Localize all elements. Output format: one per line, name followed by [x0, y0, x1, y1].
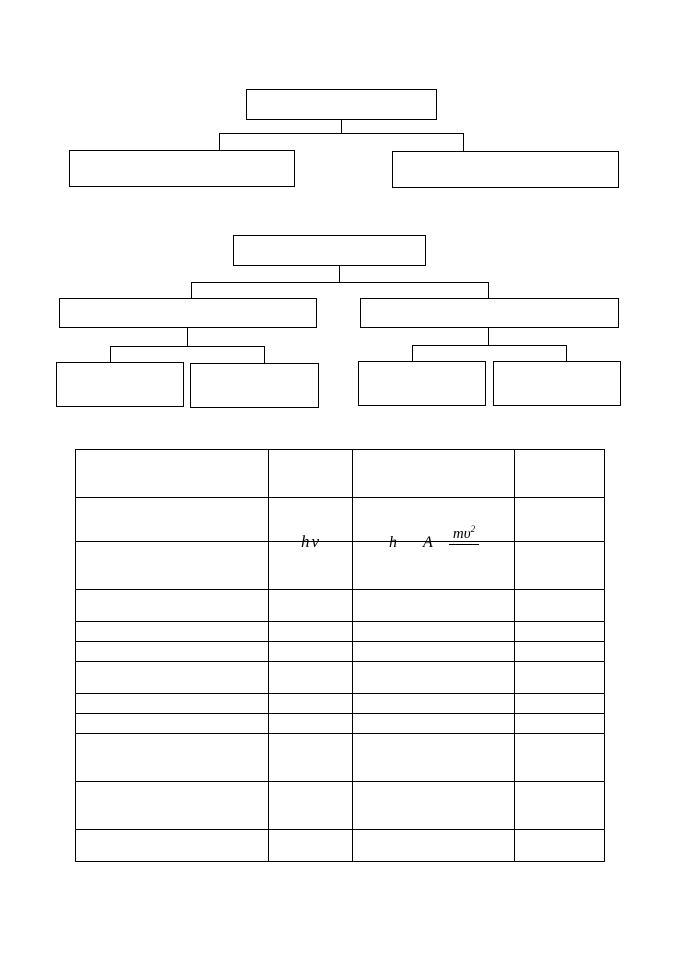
table-cell	[269, 622, 353, 642]
table-header-row	[76, 450, 605, 498]
table-cell	[76, 830, 269, 862]
diagram1-root-stem	[341, 120, 342, 134]
table-row	[76, 830, 605, 862]
table-row	[76, 694, 605, 714]
table-cell	[269, 450, 353, 498]
planck-symbol: h	[301, 531, 312, 551]
einstein-h-symbol: h	[389, 533, 397, 551]
diagram2-left-sub-stem-b	[264, 346, 265, 364]
table-row	[76, 734, 605, 782]
table-cell	[269, 642, 353, 662]
diagram2-left-sub-stem	[187, 328, 188, 347]
table-cell	[515, 450, 605, 498]
table-cell	[269, 782, 353, 830]
table-cell	[353, 590, 515, 622]
diagram1-right-box	[392, 151, 619, 188]
diagram2-right-stem	[488, 282, 489, 299]
table-cell	[269, 830, 353, 862]
table-cell	[76, 782, 269, 830]
table-cell	[353, 830, 515, 862]
diagram2-left-sub-line	[110, 346, 265, 347]
diagram2-root-box	[233, 235, 426, 266]
table-cell	[515, 782, 605, 830]
diagram2-right-sub-stem-a	[412, 345, 413, 362]
table-cell	[515, 590, 605, 622]
table-cell	[76, 662, 269, 694]
diagram2-leaf-box-4	[493, 361, 621, 406]
diagram1-branch-line	[219, 133, 464, 134]
table-cell	[515, 542, 605, 590]
table-row	[76, 782, 605, 830]
diagram2-left-mid-box	[59, 298, 317, 328]
table-cell	[269, 714, 353, 734]
diagram2-right-sub-stem	[488, 328, 489, 346]
diagram2-leaf-box-2	[190, 363, 319, 408]
table-cell	[269, 590, 353, 622]
table-cell	[515, 662, 605, 694]
table-cell	[76, 714, 269, 734]
table-cell	[269, 662, 353, 694]
table-cell	[353, 714, 515, 734]
diagram2-left-stem	[191, 282, 192, 299]
table-cell	[353, 450, 515, 498]
table-cell	[515, 498, 605, 542]
diagram1-left-box	[69, 150, 295, 187]
einstein-equation-cell	[353, 498, 515, 551]
table-cell	[353, 694, 515, 714]
mass-symbol: m	[452, 525, 464, 542]
table-row	[76, 662, 605, 694]
comparison-table	[75, 449, 605, 862]
velocity-symbol: υ	[463, 525, 471, 542]
table-cell	[515, 714, 605, 734]
diagram2-leaf-box-1	[56, 362, 184, 407]
table-cell	[515, 642, 605, 662]
table-row	[76, 542, 605, 590]
diagram2-right-mid-box	[360, 298, 619, 328]
diagram2-left-sub-stem-a	[110, 346, 111, 363]
table-cell	[76, 450, 269, 498]
diagram2-right-sub-line	[412, 345, 567, 346]
photon-energy-cell	[269, 498, 353, 551]
table-cell	[269, 694, 353, 714]
diagram2-leaf-box-3	[358, 361, 486, 406]
table-cell	[515, 830, 605, 862]
photon-energy-expression	[301, 532, 321, 552]
diagram2-branch-line	[191, 282, 489, 283]
kinetic-energy-fraction	[449, 524, 479, 545]
table-cell	[76, 734, 269, 782]
diagram1-root-box	[246, 89, 437, 120]
exponent: 2	[470, 523, 476, 534]
diagram1-right-stem	[463, 133, 464, 152]
diagram2-right-sub-stem-b	[566, 345, 567, 362]
diagram2-root-stem	[339, 266, 340, 283]
table-row-formulas	[76, 498, 605, 542]
table-row	[76, 642, 605, 662]
table-cell	[76, 498, 269, 542]
table-cell	[353, 542, 515, 590]
table-cell	[353, 662, 515, 694]
table-row	[76, 590, 605, 622]
table-cell	[353, 642, 515, 662]
table-cell	[76, 694, 269, 714]
table-cell	[76, 590, 269, 622]
table-cell	[515, 622, 605, 642]
table-cell	[353, 782, 515, 830]
table-cell	[515, 694, 605, 714]
table-cell	[515, 734, 605, 782]
table-cell	[76, 642, 269, 662]
table-row	[76, 714, 605, 734]
table-cell	[353, 734, 515, 782]
work-function-symbol: A	[423, 533, 433, 551]
diagram1-left-stem	[219, 133, 220, 151]
kinetic-energy-numerator	[449, 524, 479, 545]
table-cell	[269, 734, 353, 782]
frequency-symbol: ν	[311, 531, 322, 551]
table-cell	[76, 622, 269, 642]
table-cell	[353, 622, 515, 642]
table-cell	[76, 542, 269, 590]
table-row	[76, 622, 605, 642]
